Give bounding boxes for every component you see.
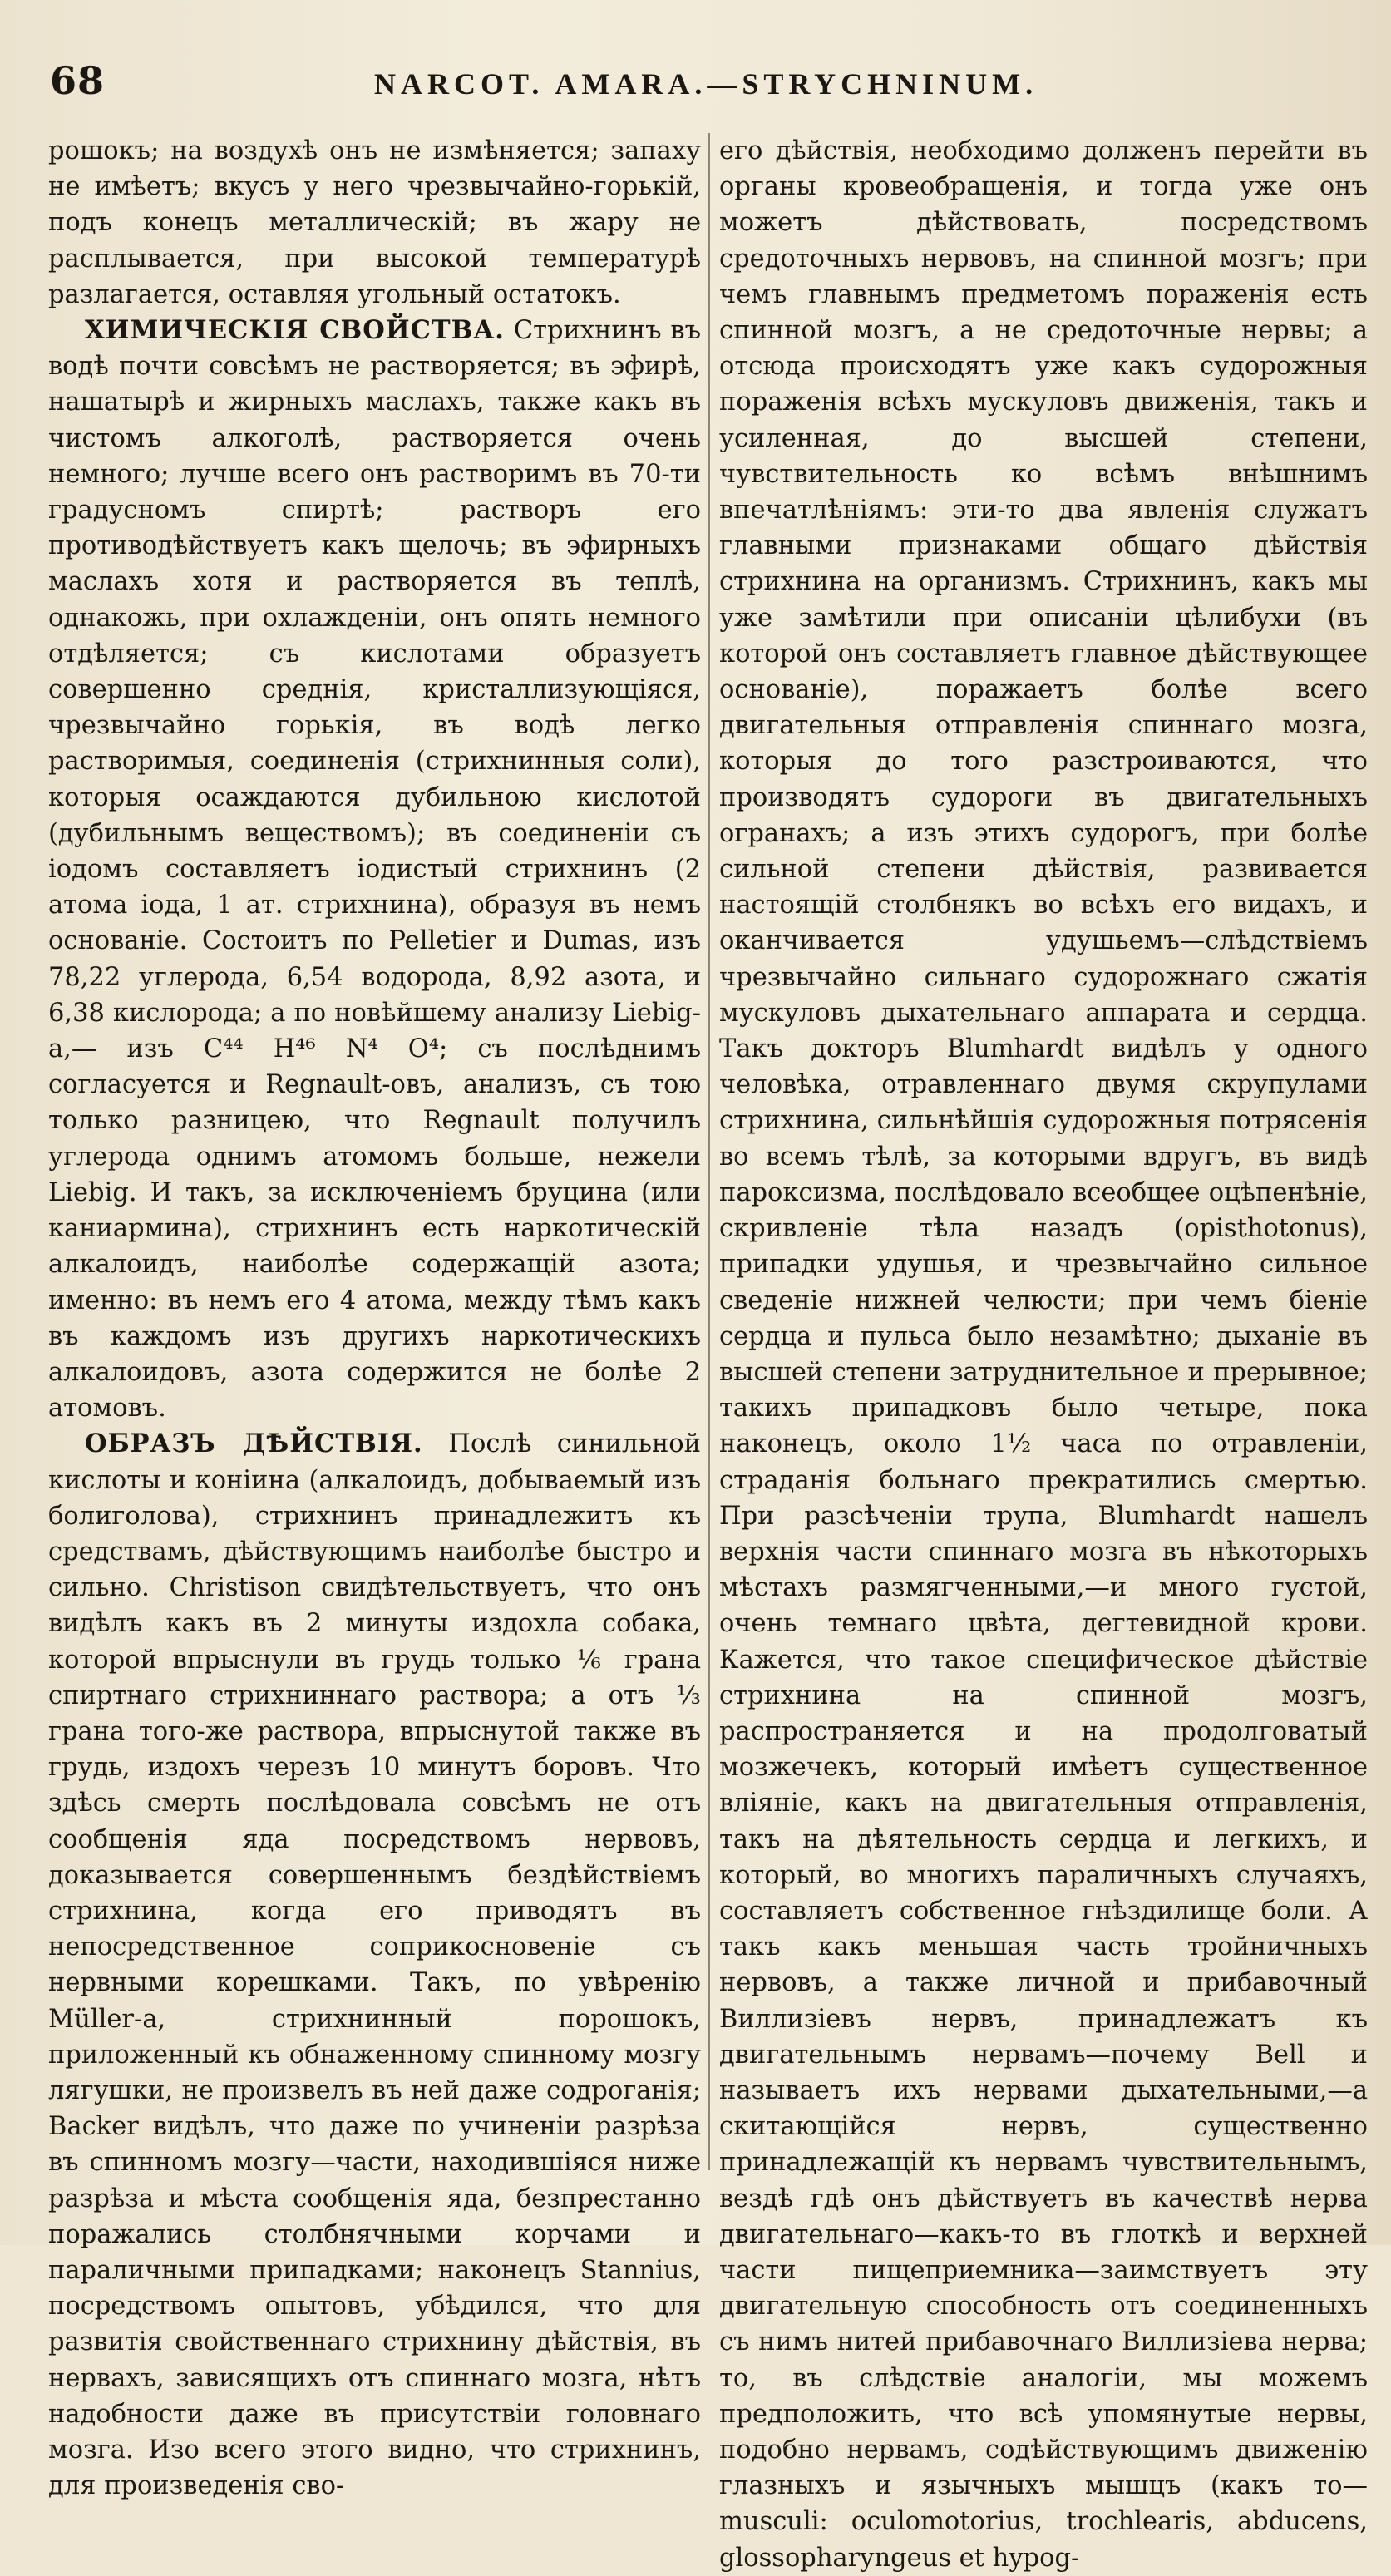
section-mode-of-action	[48, 1426, 701, 2504]
page-number: 68	[50, 58, 106, 103]
column-divider	[708, 133, 710, 2170]
page-header	[50, 58, 1347, 108]
left-column	[48, 133, 701, 2504]
right-column	[719, 133, 1368, 2576]
paragraph-text: рошокъ; на воздухѣ онъ не измѣняется; запаху не имѣетъ; вкусъ у него чрезвычайно-горькій, подъ конецъ металлическій; въ жару не расплывается, при высокой температурѣ разлагается, оставляя угольный остатокъ.	[48, 136, 701, 309]
section-heading: ХИМИЧЕСКІЯ СВОЙСТВА.	[85, 315, 505, 346]
section-heading: ОБРАЗЪ ДѢЙСТВІЯ.	[85, 1429, 423, 1459]
paragraph-text: его дѣйствія, необходимо долженъ перейти въ органы кровеобращенія, и тогда уже онъ можетъ дѣйствовать, посредствомъ средоточныхъ нервовъ, на спинной мозгъ; при чемъ главнымъ предметомъ пораженія есть спинной мозгъ, а не средоточные нервы; а отсюда происходятъ уже какъ судорожныя пораженія всѣхъ мускуловъ движенія, такъ и усиленная, до высшей степени, чувствительность ко всѣмъ внѣшнимъ впечатлѣніямъ: эти-то два явленія служатъ главными признаками общаго дѣйствія стрихнина на организмъ. Стрихнинъ, какъ мы уже замѣтили при описаніи цѣлибухи (въ которой онъ составляетъ главное дѣйствующее основаніе), поражаетъ болѣе всего двигательныя отправленія спиннаго мозга, которыя до того разстроиваются, что производятъ судороги въ двигательныхъ огранахъ; а изъ этихъ судорогъ, при болѣе сильной степени дѣйствія, развивается настоящій столбнякъ во всѣхъ его видахъ, и оканчивается удушьемъ—слѣдствіемъ чрезвычайно сильнаго судорожнаго сжатія мускуловъ дыхательнаго аппарата и сердца. Такъ докторъ Blumhardt видѣлъ у одного человѣка, отравленнаго двумя скрупулами стрихнина, сильнѣйшія судорожныя потрясенія во всемъ тѣлѣ, за которыми вдругъ, въ видѣ пароксизма, послѣдовало всеобщее оцѣпенѣніе, скривленіе тѣла назадъ (opisthotonus), припадки удушья, и чрезвычайно сильное сведеніе нижней челюсти; при чемъ біеніе сердца и пульса было незамѣтно; дыханіе въ высшей степени затруднительное и прерывное; такихъ припадковъ было четыре, пока наконецъ, около 1½ часа по отравленіи, страданія больнаго прекратились смертью. При разсѣченіи трупа, Blumhardt нашелъ верхнія части спиннаго мозга въ нѣкоторыхъ мѣстахъ размягченными,—и много густой, очень темнаго цвѣта, дегтевидной крови. Кажется, что такое специфическое дѣйствіе стрихнина на спинной мозгъ, распространяется и на продолговатый мозжечекъ, который имѣетъ существенное вліяніе, какъ на двигательныя отправленія, такъ на дѣятельность сердца и легкихъ, и который, во многихъ параличныхъ случаяхъ, составляетъ собственное гнѣздилище боли. А такъ какъ меньшая часть тройничныхъ нервовъ, а также личной и прибавочный Виллизіевъ нервъ, принадлежатъ къ двигательнымъ нервамъ—почему Bell и называетъ ихъ нервами дыхательными,—а скитающійся нервъ, существенно принадлежащій къ нервамъ чувствительнымъ, вездѣ гдѣ онъ дѣйствуетъ въ качествѣ нерва двигательнаго—какъ-то въ глоткѣ и верхней части пищеприемника—заимствуетъ эту двигательную способность отъ соединенныхъ съ нимъ нитей прибавочнаго Виллизіева нерва; то, въ слѣдствіе аналогіи, мы можемъ предположить, что всѣ упомянутые нервы, подобно нервамъ, содѣйствующимъ движенію глазныхъ и язычныхъ мышцъ (какъ то—musculi: oculomotorius, trochlearis, abducens, glossopharyngeus et hypog-	[719, 136, 1368, 2573]
paragraph	[48, 133, 701, 313]
paragraph-text: Стрихнинъ въ водѣ почти совсѣмъ не растворяется; въ эфирѣ, нашатырѣ и жирныхъ маслахъ, также какъ въ чистомъ алкоголѣ, растворяется очень немного; лучше всего онъ растворимъ въ 70-ти градусномъ спиртѣ; растворъ его противодѣйствуетъ какъ щелочь; въ эфирныхъ маслахъ хотя и растворяется въ теплѣ, однакожь, при охлажденіи, онъ опять немного отдѣляется; съ кислотами образуетъ совершенно среднія, кристаллизующіяся, чрезвычайно горькія, въ водѣ легко растворимыя, соединенія (стрихнинныя соли), которыя осаждаются дубильною кислотой (дубильнымъ веществомъ); въ соединеніи съ іодомъ составляетъ іодистый стрихнинъ (2 атома іода, 1 ат. стрихнина), образуя въ немъ основаніе. Состоитъ по Pelletier и Dumas, изъ 78,22 углерода, 6,54 водорода, 8,92 азота, и 6,38 кислорода; а по новѣйшему анализу Liebig-а,— изъ C⁴⁴ H⁴⁶ N⁴ O⁴; съ послѣднимъ согласуется и Regnault-овъ, анализъ, съ тою только разницею, что Regnault получилъ углерода однимъ атомомъ больше, нежели Liebig. И такъ, за исключеніемъ бруцина (или каниармина), стрихнинъ есть наркотическій алкалоидъ, наиболѣе содержащій азота; именно: въ немъ его 4 атома, между тѣмъ какъ въ каждомъ изъ другихъ наркотическихъ алкалоидовъ, азота содержится не болѣе 2 атомовъ.	[48, 316, 702, 1424]
running-title: NARCOT. AMARA.—STRYCHNINUM.	[374, 67, 1038, 101]
paragraph	[719, 133, 1368, 2576]
paragraph-text: Послѣ синильной кислоты и коніина (алкалоидъ, добываемый изъ болиголова), стрихнинъ принадлежитъ къ средствамъ, дѣйствующимъ наиболѣе быстро и сильно. Christison свидѣтельствуетъ, что онъ видѣлъ какъ въ 2 минуты издохла собака, которой впрыснули въ грудь только ⅙ грана спиртнаго стрихниннаго раствора; а отъ ⅓ грана того-же раствора, впрыснутой также въ грудь, издохъ черезъ 10 минутъ боровъ. Что здѣсь смерть послѣдовала совсѣмъ не отъ сообщенія яда посредствомъ нервовъ, доказывается совершеннымъ бездѣйствіемъ стрихнина, когда его приводятъ въ непосредственное соприкосновеніе съ нервными корешками. Такъ, по увѣренію Müller-а, стрихнинный порошокъ, приложенный къ обнаженному спинному мозгу лягушки, не произвелъ въ ней даже содроганія; Backer видѣлъ, что даже по учиненіи разрѣза въ спинномъ мозгу—части, находившіяся ниже разрѣза и мѣста сообщенія яда, безпрестанно поражались столбнячными корчами и параличными припадками; наконецъ Stannius, посредствомъ опытовъ, убѣдился, что для развитія свойственнаго стрихнину дѣйствія, въ нервахъ, зависящихъ отъ спиннаго мозга, нѣтъ надобности даже въ присутствіи головнаго мозга. Изо всего этого видно, что стрихнинъ, для произведенія сво-	[48, 1429, 701, 2501]
section-chemical-properties	[48, 313, 701, 1426]
